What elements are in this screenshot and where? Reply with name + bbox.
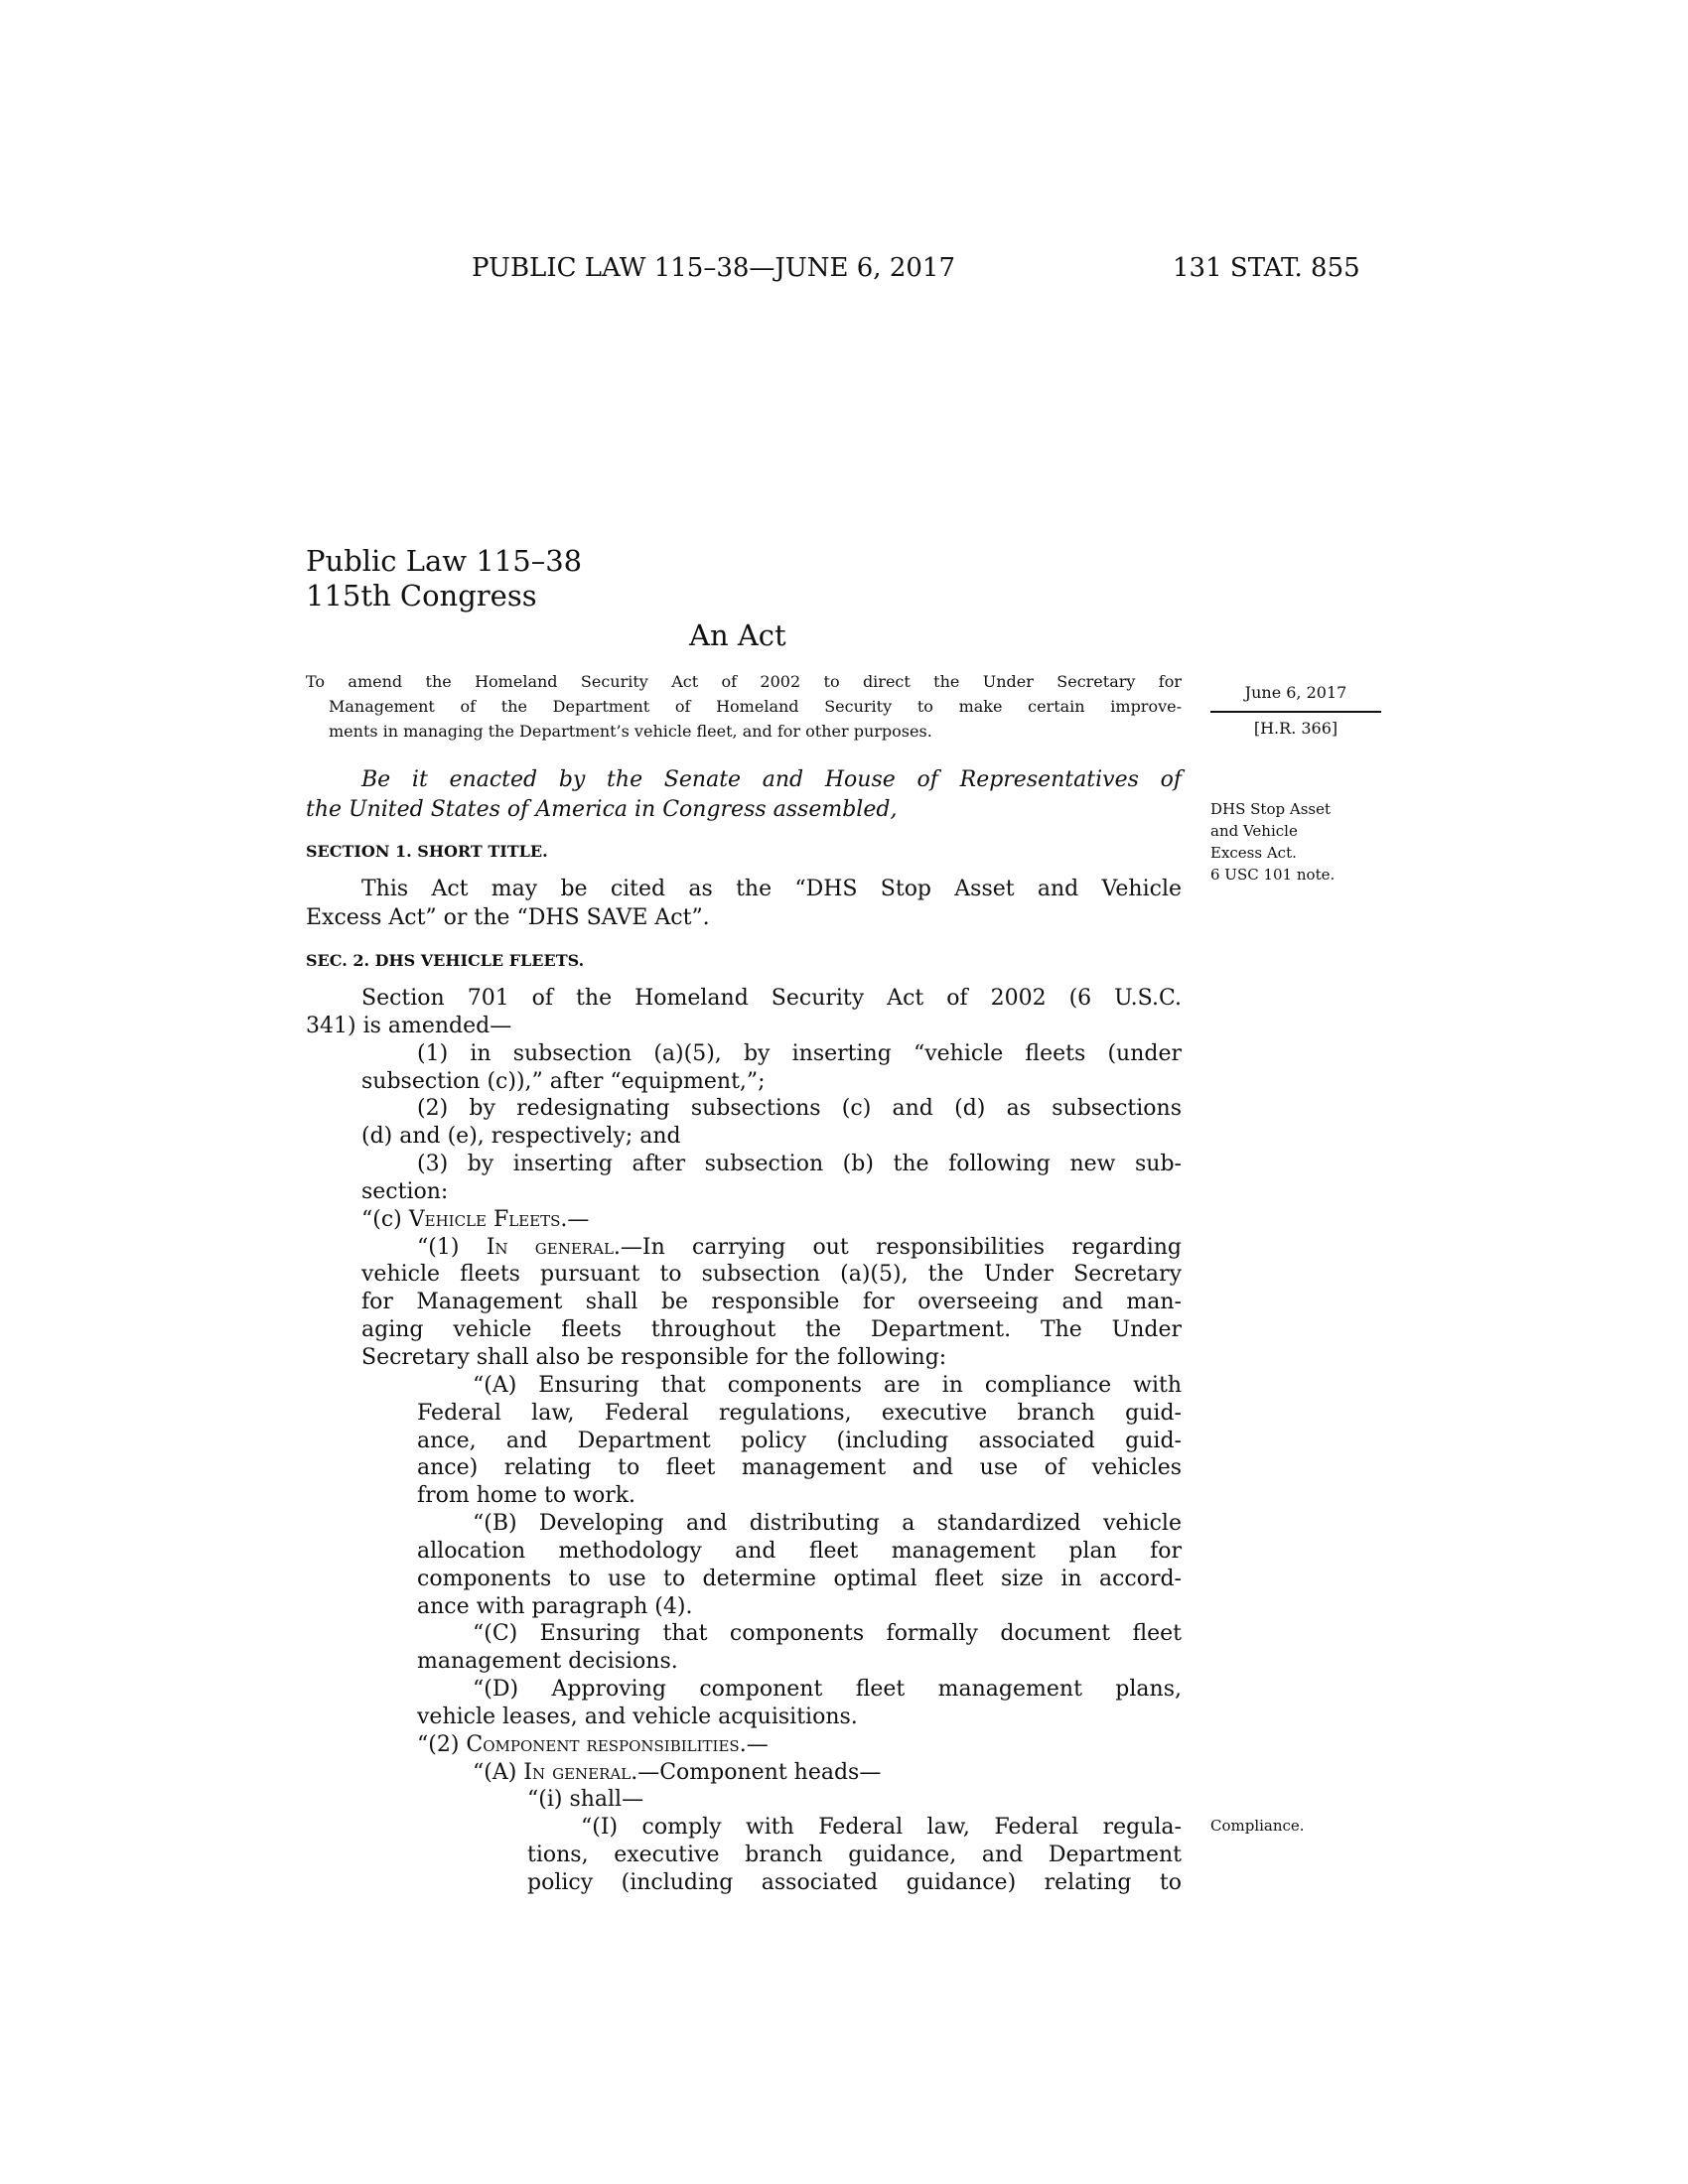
long-title-line: To amend the Homeland Security Act of 2002 to direct the Under Secretary for	[306, 672, 1182, 691]
text-run: “(2)	[417, 1731, 467, 1757]
text-run: “(c)	[361, 1206, 409, 1232]
paragraph-heading-line	[417, 1234, 1182, 1262]
enacting-line: the United States of America in Congress assembled,	[306, 797, 898, 822]
body-line: Federal law, Federal regulations, executive branch guid-	[417, 1400, 1182, 1426]
body-line: (d) and (e), respectively; and	[361, 1124, 681, 1150]
body-line: “(C) Ensuring that components formally document fleet	[473, 1621, 1182, 1647]
margin-bill-number: [H.R. 366]	[1253, 719, 1338, 738]
body-line: ance, and Department policy (including associated guid-	[417, 1428, 1182, 1453]
margin-note-line: and Vehicle	[1210, 822, 1298, 840]
small-caps-heading: In general	[486, 1234, 614, 1260]
body-line: Section 701 of the Homeland Security Act of 2002 (6 U.S.C.	[361, 986, 1182, 1011]
body-line: ance with paragraph (4).	[417, 1593, 693, 1619]
margin-compliance-note: Compliance.	[1210, 1817, 1305, 1835]
subparagraph-heading-line	[473, 1759, 1182, 1787]
public-law-number: Public Law 115–38	[306, 544, 583, 578]
body-line: subsection (c)),” after “equipment,”;	[361, 1068, 766, 1094]
small-caps-heading: In general	[523, 1759, 632, 1785]
running-header-page: 131 STAT. 855	[1173, 253, 1360, 283]
body-line: “(I) comply with Federal law, Federal regula-	[581, 1815, 1182, 1841]
body-line: components to use to determine optimal fleet size in accord-	[417, 1566, 1182, 1591]
congress-number: 115th Congress	[306, 579, 537, 613]
body-line: Secretary shall also be responsible for the following:	[361, 1344, 947, 1370]
body-line: vehicle leases, and vehicle acquisitions.	[417, 1704, 858, 1729]
body-line: This Act may be cited as the “DHS Stop Asset and Vehicle	[361, 877, 1182, 901]
long-title-line: ments in managing the Department’s vehicle fleet, and for other purposes.	[329, 722, 932, 741]
body-line: management decisions.	[417, 1649, 678, 1675]
section-2-text	[0, 985, 1182, 1897]
body-line: “(D) Approving component fleet management plans,	[473, 1677, 1182, 1703]
section-2-heading: SEC. 2. DHS VEHICLE FLEETS.	[306, 951, 585, 970]
long-title	[306, 669, 1182, 744]
body-line: “(i) shall—	[527, 1787, 644, 1813]
small-caps-heading: Vehicle Fleets	[408, 1206, 561, 1232]
body-line: from home to work.	[417, 1483, 636, 1509]
body-line: vehicle fleets pursuant to subsection (a)(5), the Under Secretary	[361, 1262, 1182, 1288]
body-line: policy (including associated guidance) relating to	[527, 1870, 1182, 1895]
text-run: .—	[739, 1731, 769, 1757]
margin-note-line: DHS Stop Asset	[1210, 800, 1331, 818]
margin-note-line: Excess Act.	[1210, 844, 1297, 862]
margin-date: June 6, 2017	[1244, 683, 1347, 702]
margin-rule	[1210, 711, 1381, 713]
enacting-clause	[0, 765, 1182, 825]
text-run: .—In carrying out responsibilities regarding	[613, 1234, 1183, 1260]
body-line: (3) by inserting after subsection (b) the following new sub-	[417, 1152, 1182, 1177]
body-line: Excess Act” or the “DHS SAVE Act”.	[306, 905, 710, 930]
body-line: tions, executive branch guidance, and Department	[527, 1843, 1182, 1868]
body-line: section:	[361, 1178, 449, 1204]
subsection-heading-line	[361, 1206, 1182, 1234]
body-line: aging vehicle fleets throughout the Department. The Under	[361, 1317, 1182, 1343]
enacting-line: Be it enacted by the Senate and House of Representatives of	[361, 767, 1182, 792]
act-heading: An Act	[689, 618, 786, 652]
body-line: “(B) Developing and distributing a standardized vehicle	[473, 1511, 1182, 1537]
text-run: “(A)	[473, 1759, 524, 1785]
text-run: .—Component heads—	[631, 1759, 882, 1785]
body-line: allocation methodology and fleet management plan for	[417, 1538, 1182, 1564]
section-1-heading: SECTION 1. SHORT TITLE.	[306, 842, 548, 861]
body-line: ance) relating to fleet management and use of vehicles	[417, 1455, 1182, 1481]
body-line: 341) is amended—	[306, 1013, 512, 1038]
running-header-title: PUBLIC LAW 115–38—JUNE 6, 2017	[472, 253, 956, 283]
long-title-line: Management of the Department of Homeland Security to make certain improve-	[329, 697, 1182, 716]
body-line: “(A) Ensuring that components are in compliance with	[473, 1372, 1182, 1398]
margin-note-line: 6 USC 101 note.	[1210, 866, 1336, 884]
section-1-text	[0, 875, 1182, 932]
small-caps-heading: Component responsibilities	[466, 1731, 740, 1757]
body-line: (2) by redesignating subsections (c) and (d) as subsections	[417, 1096, 1182, 1122]
body-line: (1) in subsection (a)(5), by inserting “vehicle fleets (under	[417, 1040, 1182, 1066]
margin-short-title-note	[1210, 798, 1335, 886]
paragraph-heading-line	[417, 1731, 1182, 1759]
text-run: .—	[560, 1206, 590, 1232]
text-run: “(1)	[417, 1234, 487, 1260]
body-line: for Management shall be responsible for overseeing and man-	[361, 1290, 1182, 1315]
